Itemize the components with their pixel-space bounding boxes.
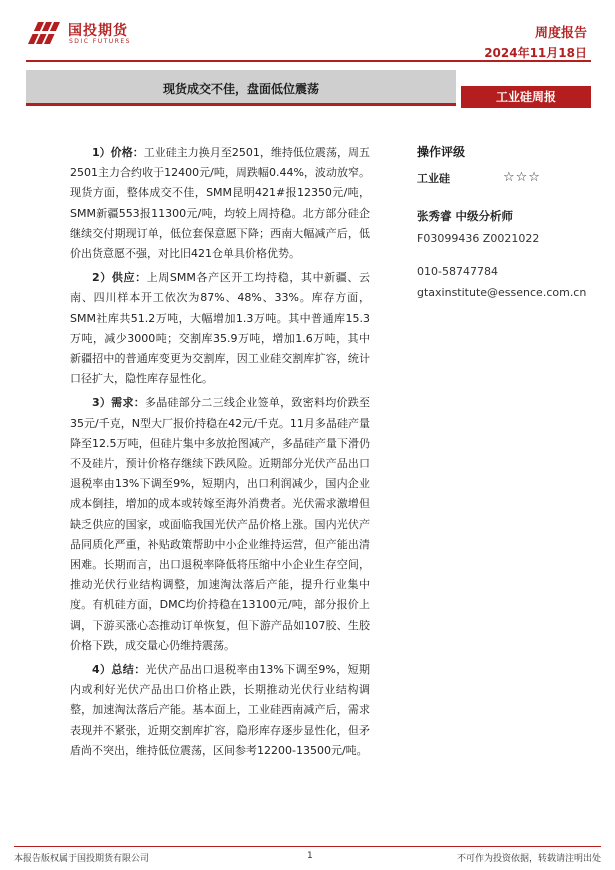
paragraph-summary [70, 660, 370, 761]
rating-sector: 工业硅 [417, 172, 450, 185]
footer-copyright: 本报告版权属于国投期货有限公司 [14, 854, 150, 864]
company-logo [26, 16, 166, 50]
analyst-certificate: F03099436 Z0021022 [417, 232, 540, 245]
paragraph-price [70, 143, 370, 264]
report-body [70, 143, 370, 765]
report-date: 2024年11月18日 [484, 46, 587, 60]
report-title: 现货成交不佳，盘面低位震荡 [162, 82, 319, 96]
analyst-phone: 010-58747784 [417, 265, 498, 278]
paragraph-demand [70, 393, 370, 656]
paragraph-heading: 3）需求： [92, 396, 145, 410]
rating-stars-icon: ☆☆☆ [503, 170, 541, 185]
page-number: 1 [307, 851, 313, 861]
header-divider [26, 60, 591, 62]
paragraph-text: 多晶硅部分二三线企业签单，致密料均价跌至35元/千克，N型大厂报价持稳在42元/千克。11月多晶硅产量降至12.5万吨，但硅片集中多放抢图减产，多晶硅产量下滑仍不及硅片，预计价格存继续下跌风险。近期部分光伏产品出口退税率由13%下调至9%，短期内，出口利润减少，国内企业成本倒挂，增加的成本或转嫁至海外消费者。光伏需求激增但缺乏供应的国家，或面临我国光伏产品价格上涨。国内光伏产品同质化严重，补贴政策帮助中小企业维持运营，但产能出清困难。长期而言，出口退税率降低将压缩中小企业生存空间，推动光伏行业结构调整，加速淘汰落后产能，提升行业集中度。有机硅方面，DMC均价持稳在13100元/吨，部分报价上调，下游买涨心态推动订单恢复，但下游产品如107胶、生胶价格下跌，成交量心仍维持震荡。 [70, 396, 371, 652]
title-banner [26, 70, 591, 112]
paragraph-text: 工业硅主力换月至2501，维持低位震荡，周五2501主力合约收于12400元/吨，周跌幅0.44%，波动放窄。现货方面，整体成交不佳，SMM昆明421#报12350元/吨，SMM新疆553报11300元/吨，均较上周持稳。北方部分硅企继续交付期现订单，低位套保意愿下降；西南大幅减产后，低价出货意愿不强，对比旧421仓单具价格优势。 [70, 146, 370, 261]
company-name-cn: 国投期货 [68, 23, 128, 39]
paragraph-heading: 4）总结： [92, 663, 146, 677]
paragraph-heading: 2）供应： [92, 271, 147, 285]
analyst-email[interactable]: gtaxinstitute@essence.com.cn [417, 286, 587, 299]
paragraph-heading: 1）价格： [92, 146, 144, 159]
paragraph-text: 上周SMM各产区开工均持稳，其中新疆、云南、四川样本开工依次为87%、48%、33%。库存方面，SMM社库共51.2万吨，大幅增加1.3万吨。其中普通库15.3万吨，减少3000吨；交割库35.9万吨，增加1.6万吨，其中新疆招中的普通库变更为交割库，因工业硅交割库扩容，统计口径扩大，隐性库存显性化。 [70, 271, 371, 386]
sidebar [417, 143, 607, 299]
report-type: 周度报告 [534, 26, 587, 41]
rating-row [417, 170, 607, 186]
rating-title: 操作评级 [417, 145, 466, 159]
analyst-name: 张秀睿 中级分析师 [417, 209, 514, 223]
report-category-tab: 工业硅周报 [461, 86, 591, 108]
company-name-en: SDIC FUTURES [69, 38, 131, 45]
footer-divider [14, 846, 601, 847]
footer-disclaimer: 不可作为投资依据，转载请注明出处 [456, 854, 601, 864]
logo-mark-icon [26, 20, 64, 46]
paragraph-text: 光伏产品出口退税率由13%下调至9%，短期内或利好光伏产品出口价格止跌，长期推动光伏行业结构调整，加速淘汰落后产能。基本面上，工业硅西南减产后，需求表现并不紧张，近期交割库扩容，隐形库存逐步显性化，但矛盾尚不突出，维持低位震荡，区间参考12200-13500元/吨。 [70, 663, 370, 757]
paragraph-supply [70, 268, 370, 389]
